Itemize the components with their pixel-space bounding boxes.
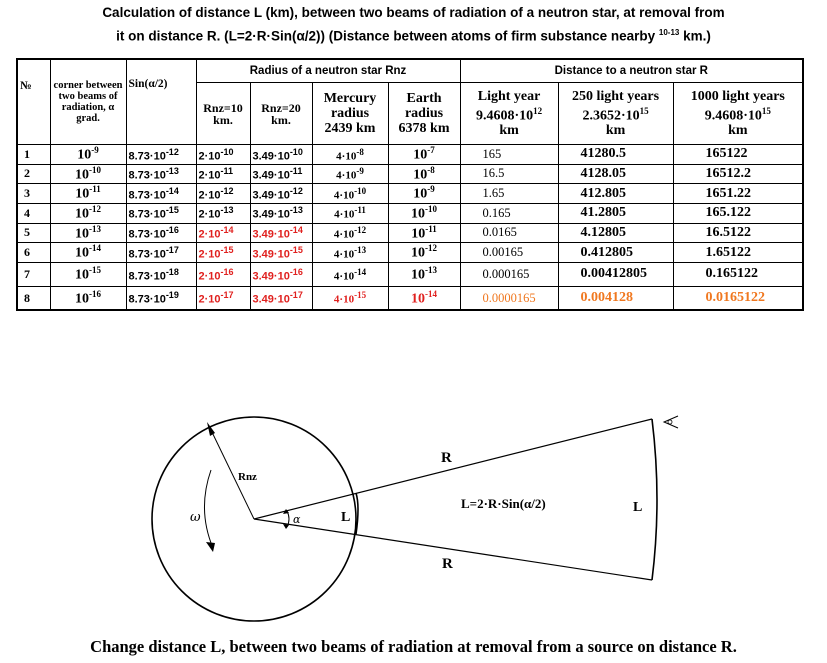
cell-sin: $8.73\cdot 10^{-15}$ [126, 203, 196, 223]
cell-1000-light-years: 165.122 [673, 203, 803, 223]
cell-rnz20: $3.49\cdot 10^{-16}$ [250, 262, 312, 286]
title-line-2-main: it on distance R. (L=2·R·Sin(α/2)) (Distance between atoms of firm substance nearby [116, 28, 659, 44]
cell-angle: $10^{-9}$ [50, 145, 126, 165]
header-1000-light-years [673, 83, 803, 145]
cell-rnz20: $3.49\cdot 10^{-13}$ [250, 203, 312, 223]
cell-rnz10: $2\cdot 10^{-14}$ [196, 223, 250, 243]
header-rnz10: Rnz=10 km. [196, 83, 250, 145]
cell-angle: $10^{-15}$ [50, 262, 126, 286]
cell-earth: $10^{-13}$ [388, 262, 460, 286]
cell-mercury: $4\cdot 10^{-10}$ [312, 184, 388, 204]
cell-rnz20: $3.49\cdot 10^{-14}$ [250, 223, 312, 243]
cell-sin: $8.73\cdot 10^{-16}$ [126, 223, 196, 243]
cell-number: 8 [17, 286, 50, 310]
cell-rnz10: $2\cdot 10^{-13}$ [196, 203, 250, 223]
table-row [17, 164, 803, 184]
cell-rnz20: $3.49\cdot 10^{-15}$ [250, 243, 312, 263]
cell-earth: $10^{-9}$ [388, 184, 460, 204]
label-omega: ω [190, 510, 201, 525]
cell-number: 5 [17, 223, 50, 243]
cell-rnz10: $2\cdot 10^{-11}$ [196, 164, 250, 184]
cell-earth: $10^{-12}$ [388, 243, 460, 263]
cell-number: 7 [17, 262, 50, 286]
header-ly-line3: km [499, 123, 519, 139]
cell-rnz10: $2\cdot 10^{-17}$ [196, 286, 250, 310]
cell-1000-light-years: 0.165122 [673, 262, 803, 286]
cell-angle: $10^{-16}$ [50, 286, 126, 310]
caption: Change distance L, between two beams of radiation at removal from a source on distance R. [90, 637, 737, 656]
header-corner: corner between two beams of radiation, α grad. [50, 59, 126, 145]
cell-250-light-years: 0.004128 [558, 286, 673, 310]
cell-rnz20: $3.49\cdot 10^{-12}$ [250, 184, 312, 204]
table-row [17, 145, 803, 165]
cell-1000-light-years: 0.0165122 [673, 286, 803, 310]
header-rnz20: Rnz=20 km. [250, 83, 312, 145]
cell-earth: $10^{-10}$ [388, 203, 460, 223]
cell-sin: $8.73\cdot 10^{-17}$ [126, 243, 196, 263]
cell-250-light-years: 41280.5 [558, 145, 673, 165]
cell-sin: $8.73\cdot 10^{-13}$ [126, 164, 196, 184]
cell-sin: $8.73\cdot 10^{-14}$ [126, 184, 196, 204]
cell-earth: $10^{-7}$ [388, 145, 460, 165]
header-light-year [460, 83, 558, 145]
cell-mercury: $4\cdot 10^{-15}$ [312, 286, 388, 310]
cell-250-light-years: 4.12805 [558, 223, 673, 243]
cell-number: 2 [17, 164, 50, 184]
cell-rnz20: $3.49\cdot 10^{-11}$ [250, 164, 312, 184]
header-ly250-line1: 250 light years [571, 88, 660, 104]
cell-rnz20: $3.49\cdot 10^{-17}$ [250, 286, 312, 310]
table-row [17, 286, 803, 310]
table-body [17, 145, 803, 311]
cell-angle: $10^{-12}$ [50, 203, 126, 223]
cell-earth: $10^{-14}$ [388, 286, 460, 310]
cell-rnz10: $2\cdot 10^{-10}$ [196, 145, 250, 165]
label-alpha: α [293, 513, 301, 526]
cell-sin: $8.73\cdot 10^{-19}$ [126, 286, 196, 310]
rotation-arrow [204, 470, 213, 548]
header-mercury-line1: Mercury [323, 91, 377, 106]
cell-250-light-years: 41.2805 [558, 203, 673, 223]
cell-1000-light-years: 1651.22 [673, 184, 803, 204]
header-250-light-years [558, 83, 673, 145]
header-ly1000-line1: 1000 light years [690, 88, 785, 104]
cell-number: 6 [17, 243, 50, 263]
cell-angle: $10^{-14}$ [50, 243, 126, 263]
cell-mercury: $4\cdot 10^{-13}$ [312, 243, 388, 263]
table-row [17, 243, 803, 263]
cell-number: 3 [17, 184, 50, 204]
label-rnz: Rnz [238, 471, 257, 483]
cell-mercury: $4\cdot 10^{-12}$ [312, 223, 388, 243]
header-sin: Sin(α/2) [126, 59, 196, 145]
observer-eye-pupil-icon [668, 420, 672, 424]
cell-1000-light-years: 16512.2 [673, 164, 803, 184]
header-ly250-line2: $2.3652\cdot 10^{15}$ [582, 105, 649, 124]
cell-number: 4 [17, 203, 50, 223]
header-mercury [312, 83, 388, 145]
beam-lower [254, 519, 652, 580]
header-no: № [17, 59, 50, 145]
cell-number: 1 [17, 145, 50, 165]
cell-1000-light-years: 165122 [673, 145, 803, 165]
table-row [17, 184, 803, 204]
cell-earth: $10^{-8}$ [388, 164, 460, 184]
cell-light-year: 165 [460, 145, 558, 165]
arc-l-large [652, 419, 657, 580]
header-earth-line2: radius [404, 106, 444, 121]
table-row [17, 262, 803, 286]
header-ly1000-line2: $9.4608\cdot 10^{15}$ [704, 105, 771, 124]
header-earth [388, 83, 460, 145]
cell-light-year: 0.0165 [460, 223, 558, 243]
cell-light-year: 16.5 [460, 164, 558, 184]
cell-mercury: $4\cdot 10^{-8}$ [312, 145, 388, 165]
title-exponent: 10-13 [658, 28, 680, 37]
cell-sin: $8.73\cdot 10^{-12}$ [126, 145, 196, 165]
header-radius-group: Radius of a neutron star Rnz [196, 59, 460, 83]
cell-light-year: 1.65 [460, 184, 558, 204]
label-r-top: R [441, 450, 452, 466]
beam-upper [254, 419, 652, 519]
header-ly-line2: $9.4608\cdot 10^{12}$ [475, 105, 543, 124]
header-ly-line1: Light year [477, 88, 541, 104]
cell-250-light-years: 0.00412805 [558, 262, 673, 286]
cell-angle: $10^{-11}$ [50, 184, 126, 204]
cell-light-year: 0.00165 [460, 243, 558, 263]
cell-sin: $8.73\cdot 10^{-18}$ [126, 262, 196, 286]
label-l-small: L [341, 510, 351, 525]
label-l-big: L [633, 500, 643, 515]
table-row [17, 223, 803, 243]
title-line-2-end: km.) [679, 28, 711, 44]
label-r-bottom: R [442, 556, 453, 572]
cell-250-light-years: 412.805 [558, 184, 673, 204]
header-ly1000-line3: km [728, 123, 748, 139]
cell-mercury: $4\cdot 10^{-9}$ [312, 164, 388, 184]
cell-rnz20: $3.49\cdot 10^{-10}$ [250, 145, 312, 165]
rotation-arrowhead [206, 542, 215, 552]
title-line-1: Calculation of distance L (km), between two beams of radiation of a neutron star, at removal from [102, 5, 725, 20]
header-earth-line3: 6378 km [398, 121, 450, 136]
radius-arrowhead [207, 422, 215, 436]
cell-angle: $10^{-10}$ [50, 164, 126, 184]
cell-250-light-years: 4128.05 [558, 164, 673, 184]
observer-eye-icon [664, 416, 678, 428]
cell-angle: $10^{-13}$ [50, 223, 126, 243]
header-earth-line1: Earth [406, 91, 442, 106]
calculation-table [16, 58, 804, 311]
cell-rnz10: $2\cdot 10^{-12}$ [196, 184, 250, 204]
cell-earth: $10^{-11}$ [388, 223, 460, 243]
table-row [17, 203, 803, 223]
header-ly250-line3: km [605, 123, 626, 139]
cell-rnz10: $2\cdot 10^{-15}$ [196, 243, 250, 263]
cell-light-year: 0.165 [460, 203, 558, 223]
label-formula: L=2·R·Sin(α/2) [461, 496, 546, 511]
title-line-2 [0, 24, 827, 46]
cell-250-light-years: 0.412805 [558, 243, 673, 263]
header-distance-group: Distance to a neutron star R [460, 59, 803, 83]
cell-mercury: $4\cdot 10^{-14}$ [312, 262, 388, 286]
cell-1000-light-years: 16.5122 [673, 223, 803, 243]
cell-1000-light-years: 1.65122 [673, 243, 803, 263]
beam-diagram [0, 380, 827, 630]
cell-rnz10: $2\cdot 10^{-16}$ [196, 262, 250, 286]
cell-light-year: 0.0000165 [460, 286, 558, 310]
header-mercury-line2: radius [330, 106, 370, 121]
cell-mercury: $4\cdot 10^{-11}$ [312, 203, 388, 223]
cell-light-year: 0.000165 [460, 262, 558, 286]
header-mercury-line3: 2439 km [324, 121, 376, 136]
